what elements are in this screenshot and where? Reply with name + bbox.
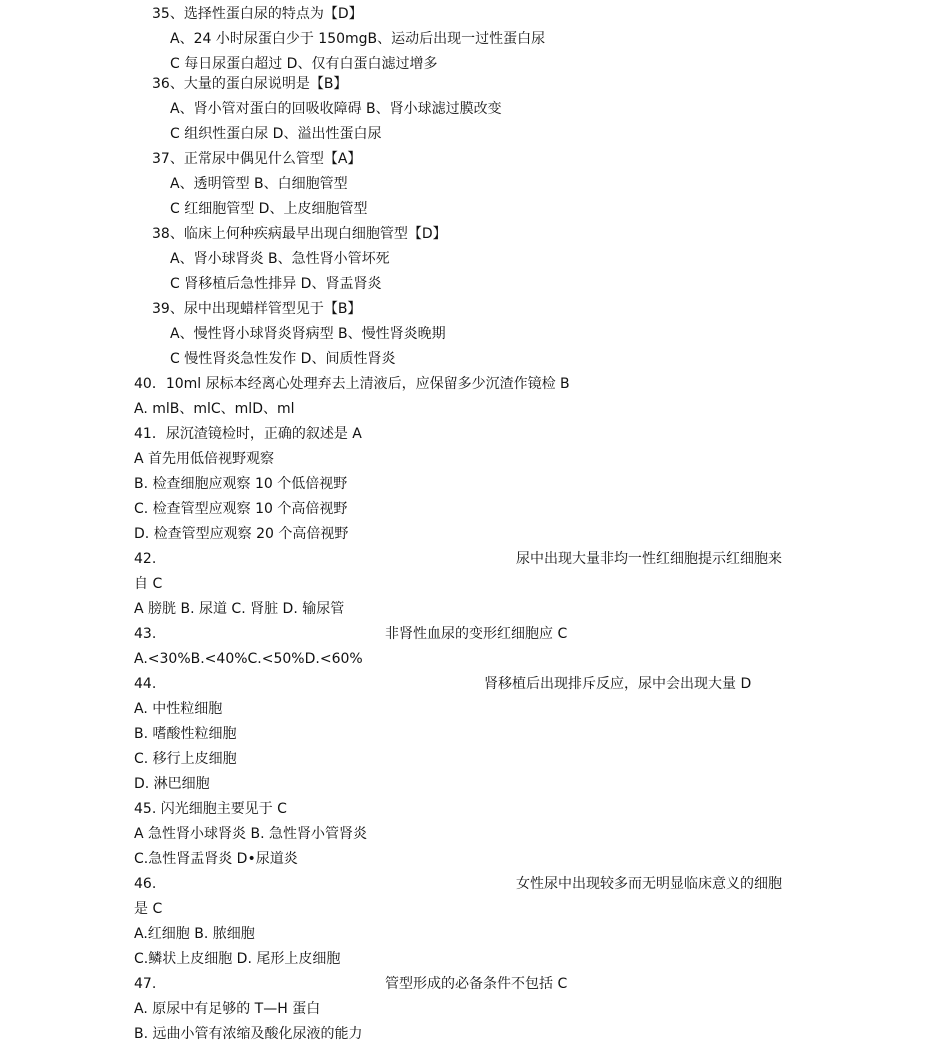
- question-42-number: 42.: [134, 551, 157, 567]
- option-line: A、慢性肾小球肾炎肾病型 B、慢性肾炎晚期: [170, 326, 446, 342]
- option-line: A、24 小时尿蛋白少于 150mgB、运动后出现一过性蛋白尿: [170, 31, 546, 47]
- question-39: 39、尿中出现蜡样管型见于【B】: [152, 301, 362, 317]
- option-line: C 红细胞管型 D、上皮细胞管型: [170, 201, 368, 217]
- question-35: 35、选择性蛋白尿的特点为【D】: [152, 6, 363, 22]
- option-line: B. 远曲小管有浓缩及酸化尿液的能力: [134, 1026, 363, 1042]
- question-44-text: 肾移植后出现排斥反应，尿中会出现大量 D: [484, 676, 752, 692]
- option-line: A 首先用低倍视野观察: [134, 451, 275, 467]
- question-46-text: 女性尿中出现较多而无明显临床意义的细胞: [516, 876, 782, 892]
- option-line: A、肾小管对蛋白的回吸收障碍 B、肾小球滤过膜改变: [170, 101, 502, 117]
- question-47-number: 47.: [134, 976, 157, 992]
- question-42-text: 尿中出现大量非均一性红细胞提示红细胞来: [516, 551, 782, 567]
- question-37: 37、正常尿中偶见什么管型【A】: [152, 151, 362, 167]
- question-46-cont: 是 C: [134, 901, 163, 917]
- option-line: A、肾小球肾炎 B、急性肾小管坏死: [170, 251, 390, 267]
- question-47-text: 管型形成的必备条件不包括 C: [385, 976, 568, 992]
- question-43-text: 非肾性血尿的变形红细胞应 C: [385, 626, 568, 642]
- option-line: C.鳞状上皮细胞 D. 尾形上皮细胞: [134, 951, 341, 967]
- option-line: A. mlB、mlC、mlD、ml: [134, 401, 295, 417]
- question-40: 40．10ml 尿标本经离心处理弃去上清液后，应保留多少沉渣作镜检 B: [134, 376, 570, 392]
- option-line: A.<30%B.<40%C.<50%D.<60%: [134, 651, 363, 667]
- question-46-number: 46.: [134, 876, 157, 892]
- option-line: A. 原尿中有足够的 T—H 蛋白: [134, 1001, 321, 1017]
- question-38: 38、临床上何种疾病最早出现白细胞管型【D】: [152, 226, 447, 242]
- option-line: C 肾移植后急性排异 D、肾盂肾炎: [170, 276, 382, 292]
- option-line: B. 嗜酸性粒细胞: [134, 726, 237, 742]
- option-line: A.红细胞 B. 脓细胞: [134, 926, 255, 942]
- option-line: D. 检查管型应观察 20 个高倍视野: [134, 526, 349, 542]
- option-line: A 急性肾小球肾炎 B. 急性肾小管肾炎: [134, 826, 367, 842]
- option-line: A. 中性粒细胞: [134, 701, 223, 717]
- question-41: 41．尿沉渣镜检时，正确的叙述是 A: [134, 426, 362, 442]
- question-42-cont: 自 C: [134, 576, 163, 592]
- question-44-number: 44.: [134, 676, 157, 692]
- question-45: 45. 闪光细胞主要见于 C: [134, 801, 287, 817]
- option-line: C 慢性肾炎急性发作 D、间质性肾炎: [170, 351, 396, 367]
- option-line: C. 检查管型应观察 10 个高倍视野: [134, 501, 348, 517]
- option-line: C.急性肾盂肾炎 D•尿道炎: [134, 851, 298, 867]
- option-line: B. 检查细胞应观察 10 个低倍视野: [134, 476, 348, 492]
- question-43-number: 43.: [134, 626, 157, 642]
- option-line: D. 淋巴细胞: [134, 776, 210, 792]
- option-line: A 膀胱 B. 尿道 C. 肾脏 D. 输尿管: [134, 601, 345, 617]
- option-line: C. 移行上皮细胞: [134, 751, 237, 767]
- option-line: C 组织性蛋白尿 D、溢出性蛋白尿: [170, 126, 382, 142]
- option-line: A、透明管型 B、白细胞管型: [170, 176, 348, 192]
- question-36: 36、大量的蛋白尿说明是【B】: [152, 76, 348, 92]
- option-line: C 每日尿蛋白超过 D、仅有白蛋白滤过增多: [170, 56, 438, 72]
